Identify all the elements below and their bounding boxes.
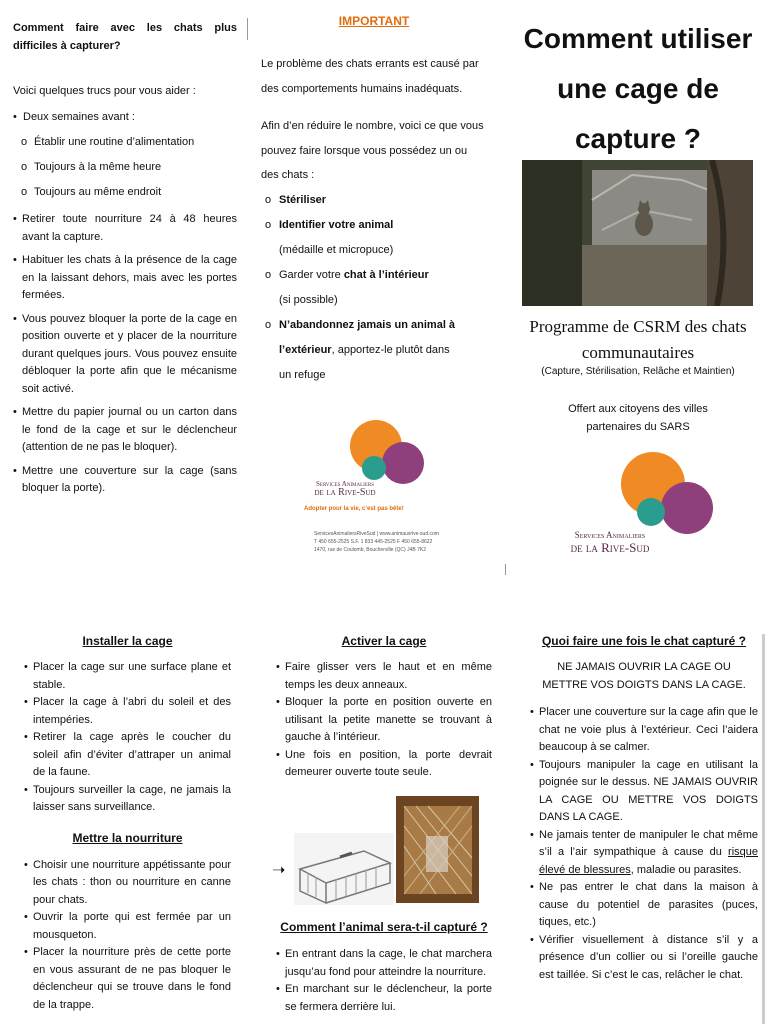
cat-photo-illustration <box>522 160 753 306</box>
list-item: • Placer la nourriture près de cette porte en vous assurant de ne pas bloquer le déclencheur qui se trouve dans le fond de la trappe. <box>24 944 231 1014</box>
list-item: o Garder votre chat à l’intérieur <box>265 268 429 281</box>
list-item: • Mettre une couverture sur la cage (sans bloquer la porte). <box>13 463 237 498</box>
bottom2 <box>276 632 492 782</box>
logo-teal-circle <box>637 498 665 526</box>
list-item: • En marchant sur le déclencheur, la porte se fermera derrière lui. <box>276 981 492 1016</box>
list-item: • Faire glisser vers le haut et en même temps les deux anneaux. <box>276 659 492 694</box>
programme-title: Programme de CSRM des chats communautaires <box>529 317 747 362</box>
list-item: (si possible) <box>279 293 338 306</box>
col1-two-weeks: • Deux semaines avant : <box>13 111 135 123</box>
list-item: • En entrant dans la cage, le chat marchera jusqu’au fond pour atteindre la nourriture. <box>276 946 492 981</box>
list-item: • Choisir une nourriture appétissante pour les chats : thon ou nourriture en canne pour chats. <box>24 857 231 910</box>
list-item: o N’abandonnez jamais un animal à <box>265 318 456 331</box>
logo-teal-circle <box>362 456 386 480</box>
list-item: o Toujours à la même heure <box>13 155 237 180</box>
list-item: • Ne jamais tenter de manipuler le chat même s’il a l’air sympathique à cause du risque élevé de blessures, maladie ou parasites. <box>530 827 758 880</box>
list-item: o Toujours au même endroit <box>13 180 237 205</box>
list-item: l’extérieur, apportez-le plutôt dans <box>279 343 450 356</box>
col1 <box>13 19 237 504</box>
logo-contact2: T 450 655-2525 S.F. 1 833 445-2525 F 450 655-8622 <box>314 539 433 545</box>
trap-interior-illustration <box>396 796 479 903</box>
logo-purple-circle <box>382 442 424 484</box>
trap-cage-image <box>294 833 394 905</box>
logo-line1: Services Animaliers <box>574 530 646 540</box>
list-item: • Placer la cage sur une surface plane et stable. <box>24 659 231 694</box>
after-capture-list <box>530 704 758 984</box>
list-item: • Bloquer la porte en position ouverte en utilisant la petite manette se trouvant à gauche à l’intérieur. <box>276 694 492 747</box>
list-item: • Ouvrir la porte qui est fermée par un mousqueton. <box>24 909 231 944</box>
col2-p2: Afin d’en réduire le nombre, voici ce que vous pouvez faire lorsque vous possédez un ou des chats : <box>261 120 484 181</box>
divider <box>505 564 506 575</box>
logo-contact3: 1470, rue de Coulomb, Boucherville (QC) J4B 7K2 <box>314 547 427 553</box>
install-title: Installer la cage <box>82 634 173 648</box>
col1-bullets <box>13 211 237 498</box>
cover-title: Comment utiliser une cage de capture ? <box>523 23 753 154</box>
list-item: • Placer une couverture sur la cage afin que le chat ne voie plus à l’extérieur. Ceci l’aidera beaucoup à se calmer. <box>530 704 758 757</box>
list-item: • Ne pas entrer le chat dans la maison à cause du potentiel de parasites (puces, tiques, etc.) <box>530 879 758 932</box>
list-item: o Stériliser <box>265 193 327 206</box>
offert-text: Offert aux citoyens des villes partenaires du SARS <box>568 403 708 433</box>
list-item: • Retirer la cage après le coucher du soleil afin d’éviter d’attraper un animal de la faune. <box>24 729 231 782</box>
list-item: • Placer la cage à l’abri du soleil et des intempéries. <box>24 694 231 729</box>
col1-heading: Comment faire avec les chats plus difficiles à capturer? <box>13 22 237 52</box>
col2-p1: Le problème des chats errants est causé par des comportements humains inadéquats. <box>261 58 479 95</box>
list-item: • Habituer les chats à la présence de la cage en la laissant dehors, mais avec les portes fermées. <box>13 252 237 305</box>
list-item: un refuge <box>279 368 326 381</box>
list-item: • Une fois en position, la porte devrait demeurer ouverte toute seule. <box>276 747 492 782</box>
list-item: o Identifier votre animal <box>265 218 394 231</box>
list-item: • Vérifier visuellement à distance s’il y a présence d’un collier ou si l’oreille gauche est taillée. Si c’est le cas, relâcher le chat. <box>530 932 758 985</box>
list-item: • Toujours surveiller la cage, ne jamais la laisser sans surveillance. <box>24 782 231 817</box>
list-item: o Établir une routine d’alimentation <box>13 130 237 155</box>
activate-title: Activer la cage <box>341 634 427 648</box>
list-item: • Mettre du papier journal ou un carton dans le fond de la cage et sur le déclencheur (attention de ne pas le bloquer). <box>13 404 237 457</box>
bottom1 <box>24 632 231 1014</box>
activate-list <box>276 659 492 782</box>
sars-logo-card <box>300 418 494 558</box>
list-item: • Retirer toute nourriture 24 à 48 heures avant la capture. <box>13 211 237 246</box>
important-heading: IMPORTANT <box>338 14 410 28</box>
food-list <box>24 857 231 1015</box>
list-item: • Vous pouvez bloquer la porte de la cage en position ouverte et y placer de la nourriture durant quelques jours. Vous pouvez ensuite débloquer la porte afin que le mécanisme soit activé. <box>13 311 237 399</box>
list-item: • Toujours manipuler la cage en utilisant la poignée sur le dessus. NE JAMAIS OUVRIR LA CAGE OU METTRE VOS DOIGTS DANS LA CAGE. <box>530 757 758 827</box>
warning-text: NE JAMAIS OUVRIR LA CAGE OU METTRE VOS DOIGTS DANS LA CAGE. <box>542 661 746 691</box>
trap-interior-photo <box>396 796 479 903</box>
food-title: Mettre la nourriture <box>72 830 183 845</box>
cat-photo <box>522 160 753 306</box>
bottom3 <box>530 632 758 984</box>
after-capture-title: Quoi faire une fois le chat capturé ? <box>541 634 747 648</box>
col2-list <box>261 188 487 388</box>
programme-subtitle: (Capture, Stérilisation, Relâche et Maintien) <box>541 366 735 377</box>
divider <box>247 18 248 40</box>
right-edge-bar <box>762 634 765 1024</box>
col1-intro: Voici quelques trucs pour vous aider : <box>13 85 196 97</box>
bottom2-b <box>276 918 492 1016</box>
logo-line1: Services Animaliers <box>316 480 374 488</box>
captured-how-title: Comment l’animal sera-t-il capturé ? <box>280 920 488 934</box>
install-list <box>24 659 231 817</box>
logo-line2: de la Rive-Sud <box>570 540 650 555</box>
cage-illustration <box>294 833 394 905</box>
logo-purple-circle <box>661 482 713 534</box>
logo-line2: de la Rive-Sud <box>314 487 376 498</box>
sars-logo-cover <box>555 452 720 562</box>
logo-contact1: ServicesAnimaliersRiveSud | www.animauxrive-sud.com <box>314 531 439 537</box>
captured-how-list <box>276 946 492 1016</box>
list-item: (médaille et micropuce) <box>279 243 394 256</box>
col2 <box>261 12 487 388</box>
trap-arrow: ➝ <box>272 862 286 879</box>
col1-sub-list <box>13 130 237 205</box>
logo-tagline: Adopter pour la vie, c’est pas bête! <box>304 506 404 512</box>
